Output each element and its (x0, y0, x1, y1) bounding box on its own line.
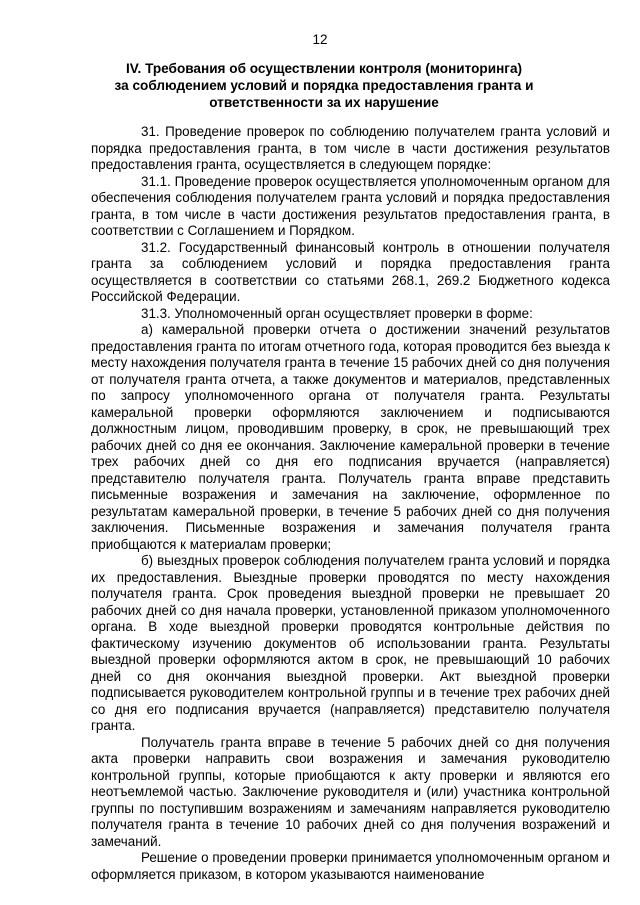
paragraph-31-3: 31.3. Уполномоченный орган осуществляет проверки в форме: (141, 305, 533, 321)
section-heading-line: IV. Требования об осуществлении контроля (мониторинга) (125, 61, 523, 76)
paragraph-31-1: 31.1. Проведение проверок осуществляется уполномоченным органом для обеспечения соблюдения получателем гранта условий и порядка предоставления гранта, в том числе в части достижения результатов предоставления гранта, в соответствии с Соглашением и Порядком. (91, 173, 610, 238)
section-heading-line: ответственности за их нарушение (209, 95, 439, 110)
paragraph-31-2: 31.2. Государственный финансовый контроль в отношении получателя гранта за соблюдением условий и порядка предоставления гранта осуществляется в соответствии со статьями 268.1, 269.2 Бюджетного кодекса Российской Федерации. (91, 239, 610, 304)
page-number: 12 (312, 32, 328, 47)
section-heading-line: за соблюдением условий и порядка предоставления гранта и (114, 78, 534, 93)
paragraph-31: 31. Проведение проверок по соблюдению получателем гранта условий и порядка предоставления гранта, в том числе в части достижения результатов предоставления гранта, осуществляется в следующем порядке: (91, 124, 610, 172)
paragraph-item-a: а) камеральной проверки отчета о достижении значений результатов предоставления гранта по итогам отчетного года, которая проводится без выезда к месту нахождения получателя гранта в течение 15 рабочих дней со дня получения от получателя гранта отчета, а также документов и материалов, представленных по запросу уполномоченного органа от получателя гранта. Результаты камеральной проверки оформляются заключением и подписываются должностным лицом, проводившим проверку, в срок, не превышающий трех рабочих дней со дня ее окончания. Заключение камеральной проверки в течение трех рабочих дней со дня его подписания вручается (направляется) представителю получателя гранта. Получатель гранта вправе представить письменные возражения и замечания на заключение, оформленное по результатам камеральной проверки, в течение 5 рабочих дней со дня получения заключения. Письменные возражения и замечания получателя гранта приобщаются к материалам проверки; (91, 322, 610, 552)
paragraph-decision: Решение о проведении проверки принимается уполномоченным органом и оформляется приказом, в котором указываются наименование (91, 850, 610, 882)
section-heading (96, 60, 552, 111)
paragraph-item-b: б) выездных проверок соблюдения получателем гранта условий и порядка их предоставления. Выездные проверки проводятся по месту нахождения получателя гранта. Срок проведения выездной проверки не превышает 20 рабочих дней со дня начала проверки, установленной приказом уполномоченного органа. В ходе выездной проверки проводятся контрольные действия по фактическому изучению документов об использовании гранта. Результаты выездной проверки оформляются актом в срок, не превышающий 10 рабочих дней со дня окончания выездной проверки. Акт выездной проверки подписывается руководителем контрольной группы и в течение трех рабочих дней со дня его подписания вручается (направляется) представителю получателя гранта. (91, 553, 610, 733)
body-text (91, 124, 610, 883)
paragraph-objections: Получатель гранта вправе в течение 5 рабочих дней со дня получения акта проверки направить свои возражения и замечания руководителю контрольной группы, которые приобщаются к акту проверки и являются его неотъемлемой частью. Заключение руководителя и (или) участника контрольной группы по поступившим возражениям и замечаниям направляется руководителю получателя гранта в течение 10 рабочих дней со дня получения возражений и замечаний. (91, 734, 610, 849)
